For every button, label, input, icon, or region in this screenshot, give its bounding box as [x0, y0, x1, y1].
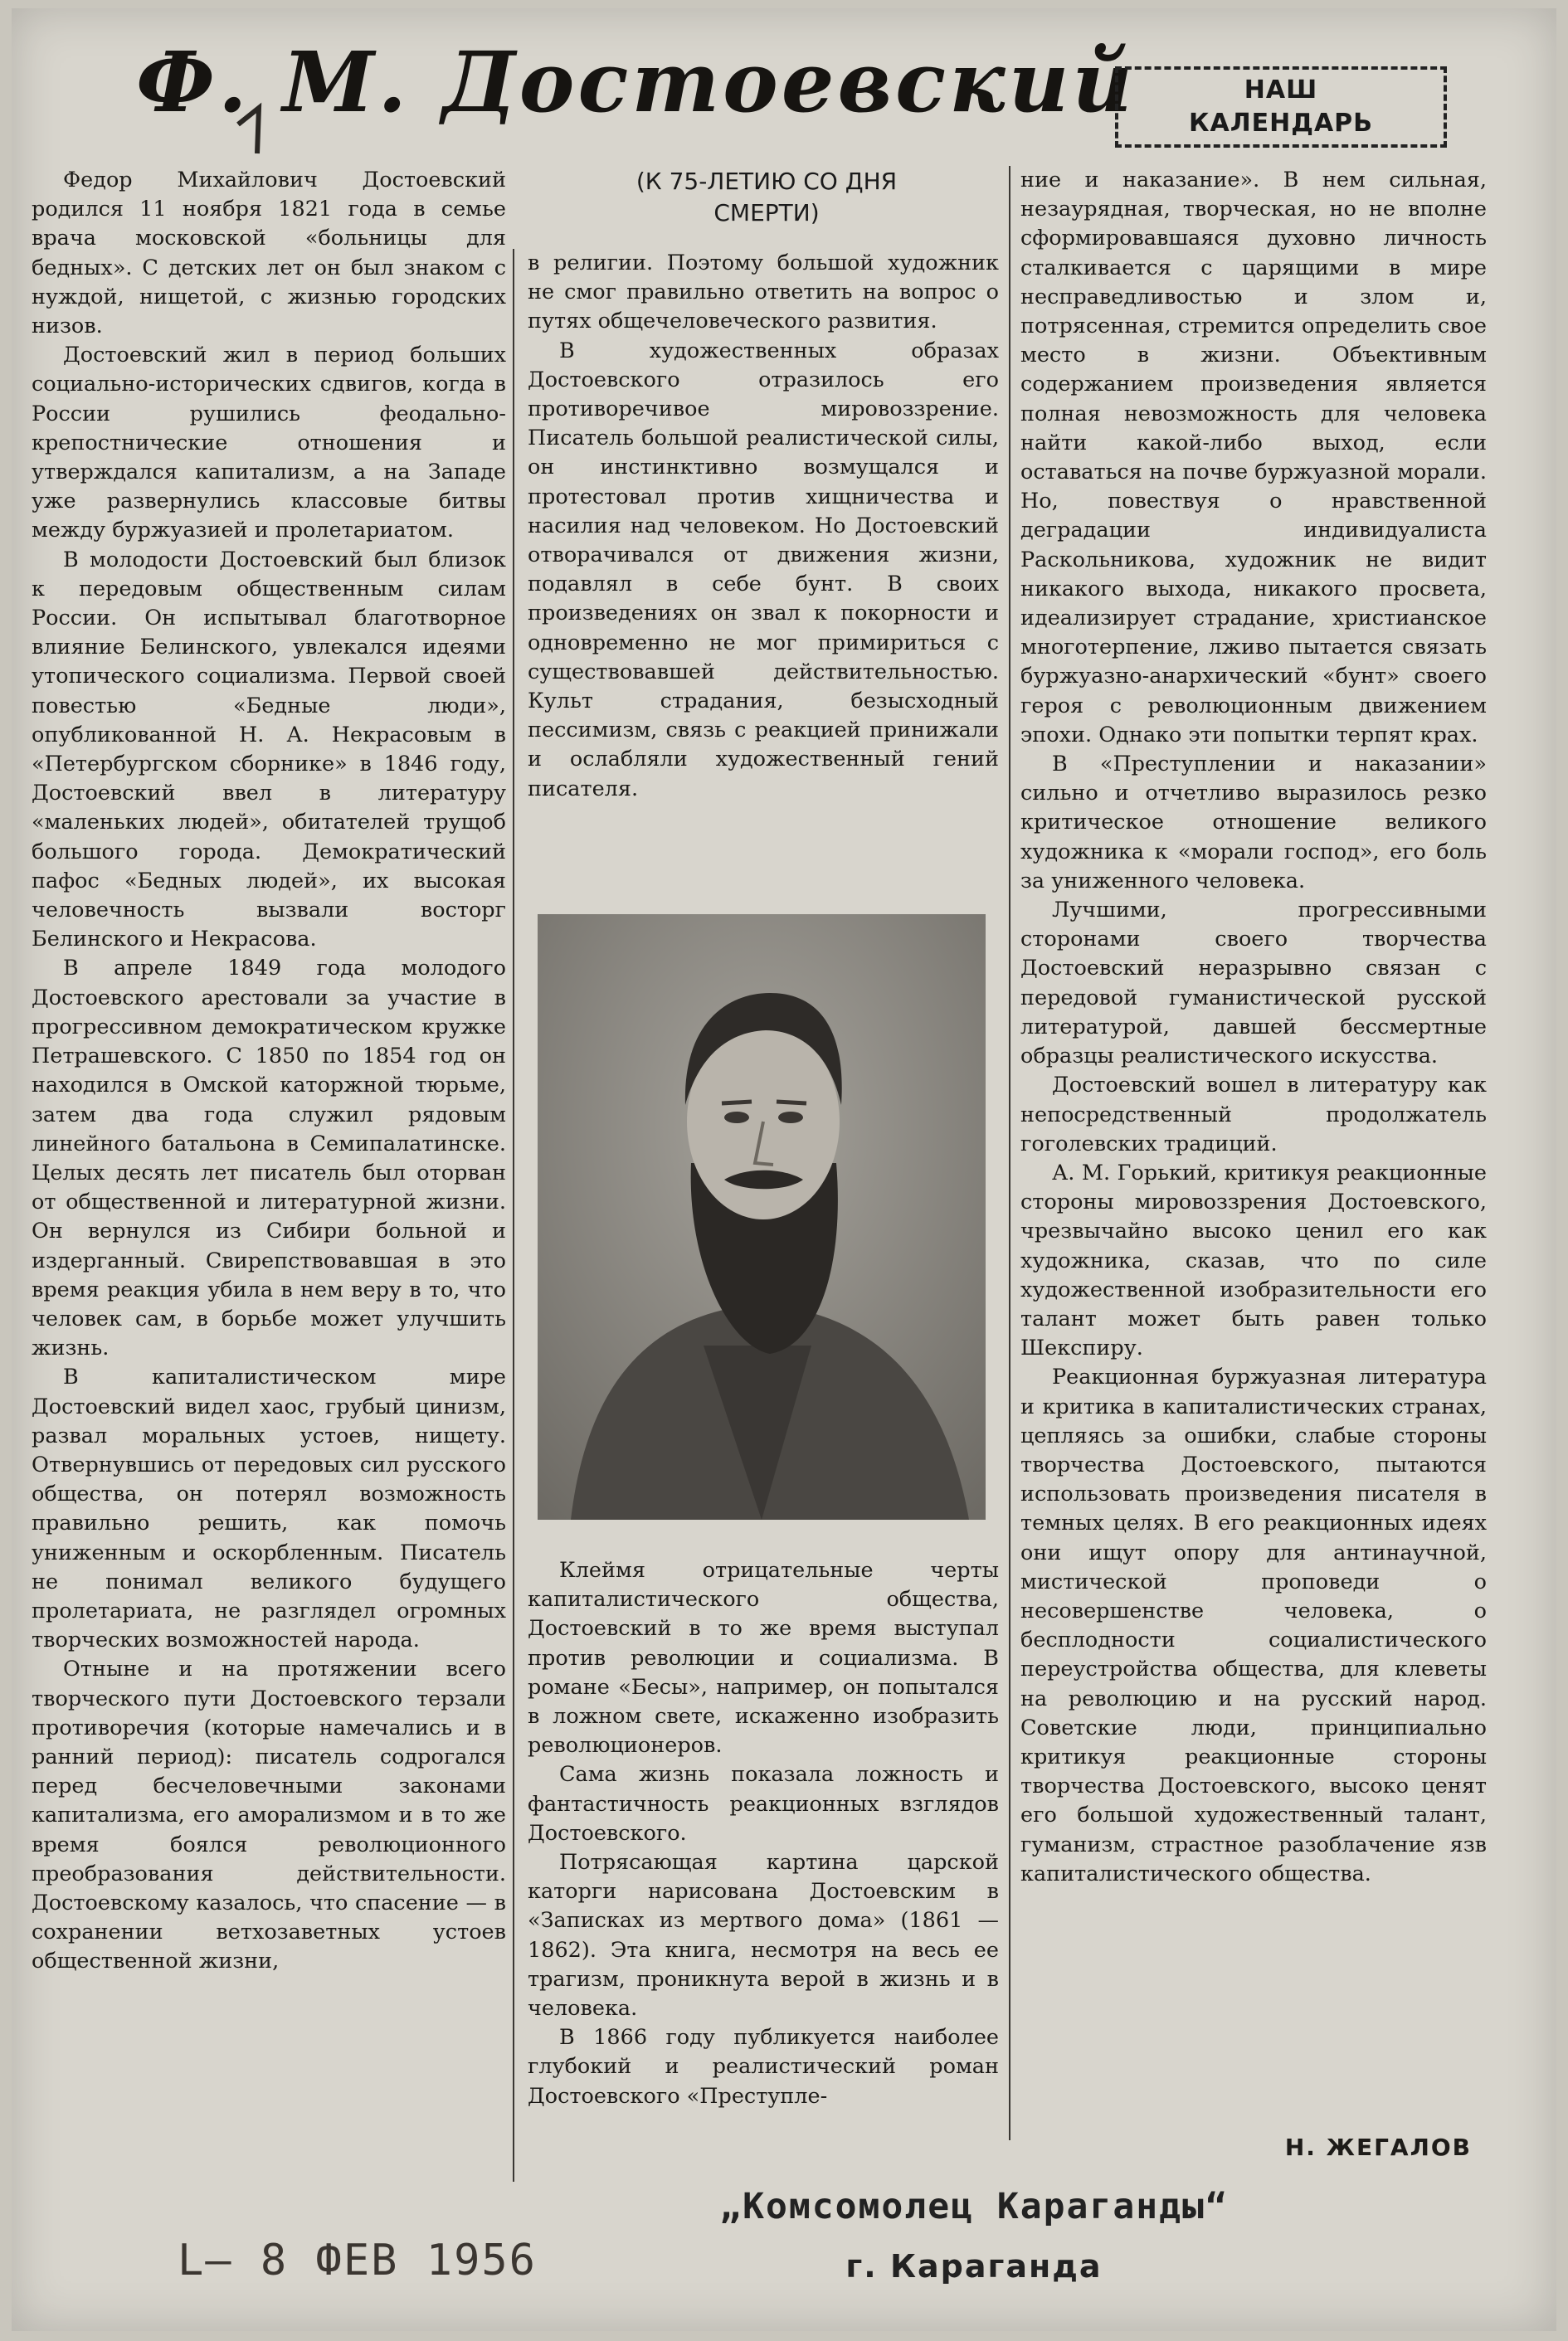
calendar-line-2: КАЛЕНДАРЬ: [1188, 109, 1374, 138]
paragraph: ние и наказание». В нем сильная, незаурядная, творческая, но не вполне сформировавшаяся духовно личность сталкивается с царящими в мире несправедливостью и злом и, потрясенная, стремится определить свое место в жизни. Объективным содержанием произведения является полная невозможность для человека найти какой-либо выход, если оставаться на почве буржуазной морали. Но, повествуя о нравственной деградации индивидуалиста Раскольникова, художник не видит никакого выхода, никакого просвета, идеализирует страдание, христианское многотерпение, лживо пытается связать буржуазно-анархический «бунт» своего героя с революционным движением эпохи. Однако эти попытки терпят крах.: [1020, 168, 1487, 747]
article-column-2-bottom: [528, 1556, 999, 2203]
pencil-check-mark: [234, 91, 292, 158]
date-stamp: [178, 2236, 537, 2285]
newspaper-name-stamp: „Комсомолец Караганды“: [719, 2186, 1229, 2227]
paragraph: Клеймя отрицательные черты капиталистического общества, Достоевский в то же время выступал против революции и социализма. В романе «Бесы», например, он попытался в ложном свете, искаженно изобразить революционеров.: [528, 1558, 999, 1759]
paragraph: В молодости Достоевский был близок к передовым общественным силам России. Он испытывал благотворное влияние Белинского, увлекался идеями утопического социализма. Первой своей повестью «Бедные люди», опубликованной Н. А. Некрасовым в «Петербургском сборнике» в 1846 году, Достоевский ввел в литературу «маленьких людей», обитателей трущоб большого города. Демократический пафос «Бедных людей», их высокая человечность вызвали восторг Белинского и Некрасова.: [32, 547, 506, 952]
date-stamp-mark: L–: [178, 2236, 261, 2285]
paragraph: Федор Михайлович Достоевский родился 11 ноября 1821 года в семье врача московской «больницы для бедных». С детских лет он был знаком с нуждой, нищетой, с жизнью городских низов.: [32, 168, 506, 339]
paragraph: Достоевский жил в период больших социально-исторических сдвигов, когда в России рушились феодально-крепостнические отношения и утверждался капитализм, а на Западе уже развернулись классовые битвы между буржуазией и пролетариатом.: [32, 343, 506, 543]
column-divider: [1009, 166, 1010, 2140]
author-signature: Н. ЖЕГАЛОВ: [1284, 2134, 1472, 2161]
city-stamp: г. Караганда: [845, 2248, 1103, 2285]
paragraph: А. М. Горький, критикуя реакционные стороны мировоззрения Достоевского, чрезвычайно высоко ценил его как художника, сказав, что по силе художественной изобразительности его талант может быть равен только Шекспиру.: [1020, 1160, 1487, 1361]
subtitle-line-2: СМЕРТИ): [713, 199, 820, 226]
paragraph: В капиталистическом мире Достоевский видел хаос, грубый цинизм, развал моральных устоев, нищету. Отвернувшись от передовых сил русского общества, он потерял возможность правильно решить, как помочь униженным и оскорбленным. Писатель не понимал великого будущего пролетариата, не разглядел огромных творческих возможностей народа.: [32, 1365, 506, 1653]
paragraph: Сама жизнь показала ложность и фантастичность реакционных взглядов Достоевского.: [528, 1762, 999, 1846]
portrait-photo: [538, 914, 986, 1520]
article-column-3: [1020, 166, 1487, 2140]
paragraph: Достоевский вошел в литературу как непосредственный продолжатель гоголевских традиций.: [1020, 1073, 1487, 1156]
paragraph: Лучшими, прогрессивными сторонами своего творчества Достоевский неразрывно связан с передовой гуманистической русской литературой, давшей бессмертные образцы реалистического искусства.: [1020, 898, 1487, 1069]
article-column-1: [32, 166, 506, 2182]
paragraph: В «Преступлении и наказании» сильно и отчетливо выразилось резко критическое отношение великого художника к «морали господ», его боль за униженного человека.: [1020, 752, 1487, 893]
newspaper-clipping: [12, 8, 1556, 2331]
anniversary-subtitle: [543, 166, 991, 229]
subtitle-line-1: (К 75-ЛЕТИЮ СО ДНЯ: [635, 168, 898, 195]
paragraph: в религии. Поэтому большой художник не смог правильно ответить на вопрос о путях общечеловеческого развития.: [528, 251, 999, 334]
paragraph: В художественных образах Достоевского отразилось его противоречивое мировоззрение. Писатель большой реалистической силы, он инстинктивно возмущался и протестовал против хищничества и насилия над человеком. Но Достоевский отворачивался от движения жизни, подавлял в себе бунт. В своих произведениях он звал к покорности и одновременно не мог примириться с существовавшей действительностью. Культ страдания, безысходный пессимизм, связь с реакцией принижали и ослабляли художественный гений писателя.: [528, 338, 999, 801]
paragraph: В апреле 1849 года молодого Достоевского арестовали за участие в прогрессивном демократическом кружке Петрашевского. С 1850 по 1854 год он находился в Омской каторжной тюрьме, затем два года служил рядовым линейного батальона в Семипалатинске. Целых десять лет писатель был оторван от общественной и литературной жизни. Он вернулся из Сибири больной и издерганный. Свирепствовавшая в это время реакция убила в нем веру в то, что человек сам, в борьбе может улучшить жизнь.: [32, 956, 506, 1361]
paragraph: В 1866 году публикуется наиболее глубокий и реалистический роман Достоевского «Преступле-: [528, 2025, 999, 2109]
headline: Ф. М. Достоевский: [136, 33, 1137, 131]
paragraph: Потрясающая картина царской каторги нарисована Достоевским в «Записках из мертвого дома» (1861 — 1862). Эта книга, несмотря на весь ее трагизм, проникнута верой в жизнь и в человека.: [528, 1850, 999, 2022]
calendar-line-1: НАШ: [1244, 75, 1318, 105]
date-stamp-text: 8 ФЕВ 1956: [260, 2236, 537, 2285]
paragraph: Реакционная буржуазная литература и критика в капиталистических странах, цепляясь за ошибки, слабые стороны творчества Достоевского, пытаются использовать произведения писателя в темных целях. В его реакционных идеях они ищут опору для антинаучной, мистической проповеди о несовершенстве человека, о бесплодности социалистического переустройства общества, для клеветы на революцию и на русский народ. Советские люди, принципиально критикуя реакционные стороны творчества Достоевского, высоко ценят его большой художественный талант, гуманизм, страстное разоблачение язв капиталистического общества.: [1020, 1365, 1487, 1886]
paragraph: Отныне и на протяжении всего творческого пути Достоевского терзали противоречия (которые намечались и в ранний период): писатель содрогался перед бесчеловечными законами капитализма, его аморализмом и в то же время боялся революционного преобразования действительности. Достоевскому казалось, что спасение — в сохранении ветхозаветных устоев общественной жизни,: [32, 1657, 506, 1974]
column-divider: [513, 249, 514, 2182]
article-column-2-top: [528, 249, 999, 879]
calendar-rubric: [1115, 66, 1447, 148]
